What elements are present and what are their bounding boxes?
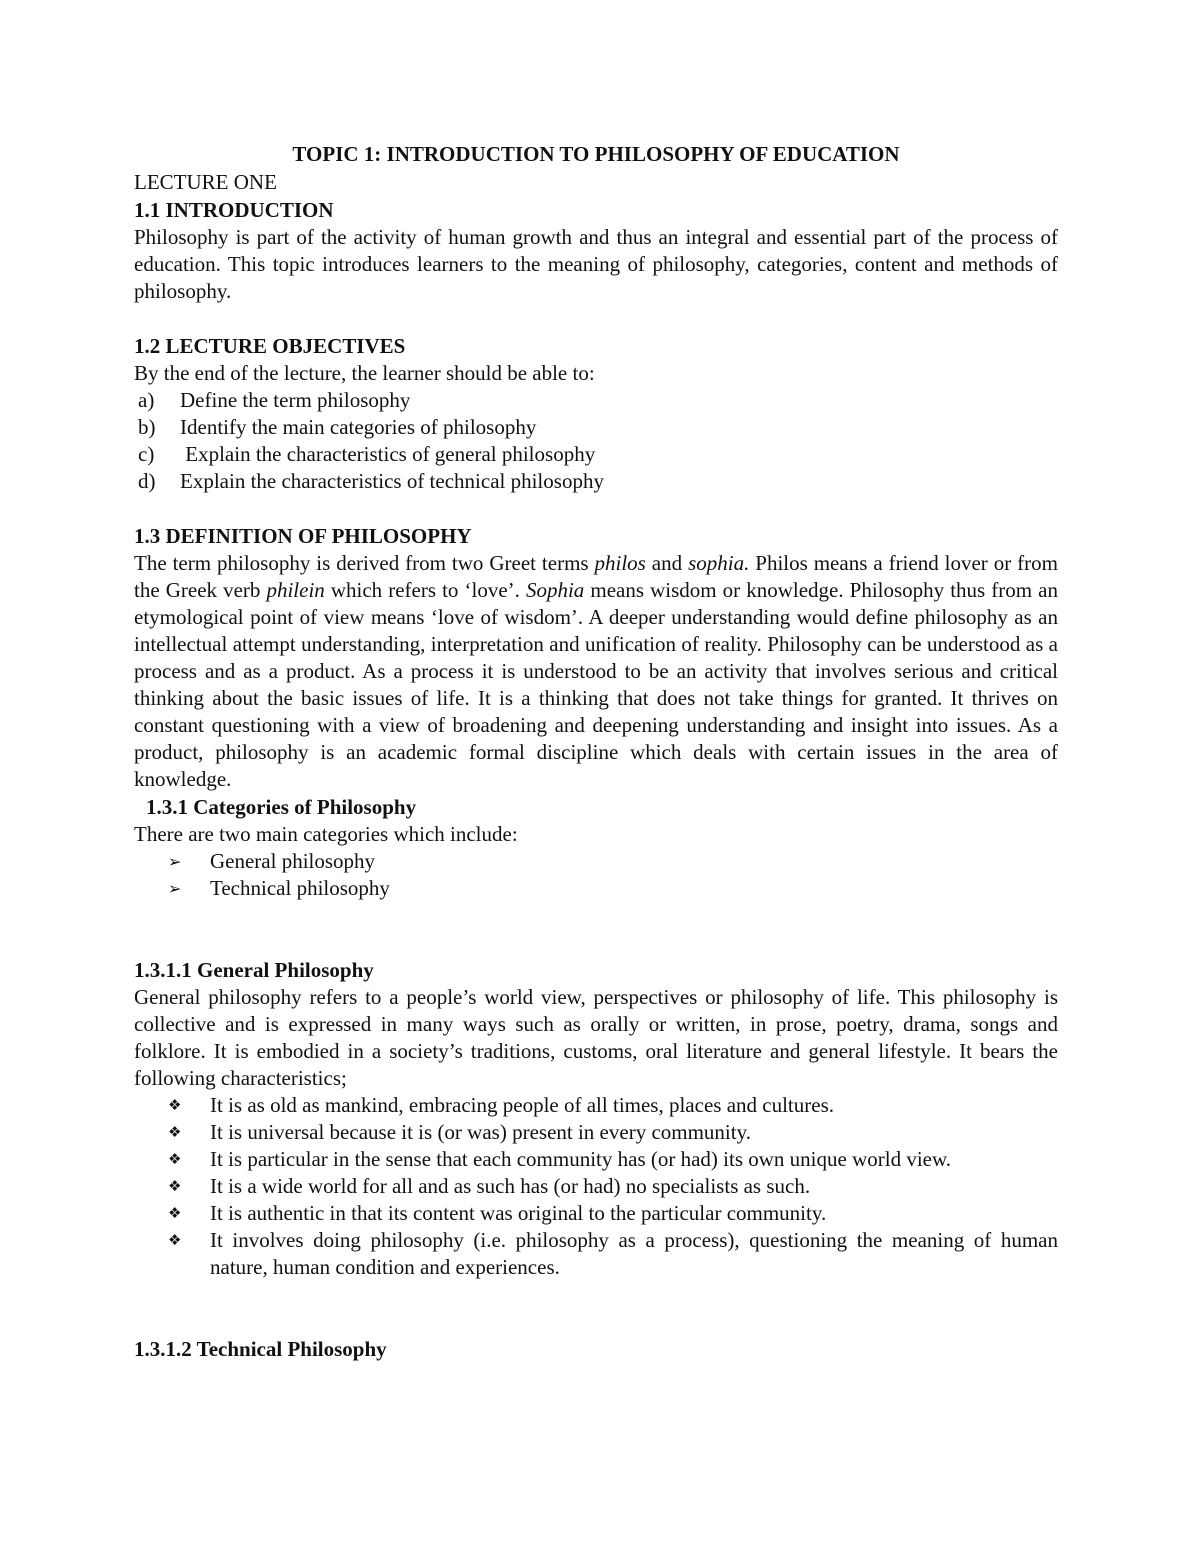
section-heading-technical-philosophy: 1.3.1.2 Technical Philosophy <box>134 1337 387 1361</box>
objective-text: Define the term philosophy <box>180 388 411 412</box>
list-item <box>134 1227 1058 1281</box>
introduction-paragraph: Philosophy is part of the activity of human growth and thus an integral and essential part of the process of education. This topic introduces learners to the meaning of philosophy, categories, content and methods of philosophy. <box>134 225 1058 303</box>
definition-paragraph <box>134 550 1058 793</box>
greek-term: philos <box>594 551 646 575</box>
list-item <box>134 1119 1058 1146</box>
list-item <box>134 1173 1058 1200</box>
list-item <box>134 848 1058 875</box>
list-item <box>134 1200 1058 1227</box>
section-heading-categories: 1.3.1 Categories of Philosophy <box>146 795 417 819</box>
characteristic-text: It is as old as mankind, embracing people of all times, places and cultures. <box>210 1093 834 1117</box>
list-marker: c) <box>138 442 155 466</box>
categories-lead: There are two main categories which include: <box>134 822 518 846</box>
list-item <box>134 1092 1058 1119</box>
objective-text: Identify the main categories of philosophy <box>180 415 537 439</box>
characteristic-text: It involves doing philosophy (i.e. philosophy as a process), questioning the meaning of human nature, human condition and experiences. <box>210 1228 1058 1279</box>
objective-item <box>134 441 1058 468</box>
objectives-list <box>134 387 1058 495</box>
list-marker: d) <box>138 469 156 493</box>
diamond-bullet-icon: ❖ <box>168 1150 182 1168</box>
characteristics-list <box>134 1092 1058 1281</box>
list-marker: b) <box>138 415 156 439</box>
categories-list <box>134 848 1058 902</box>
section-heading-general-philosophy: 1.3.1.1 General Philosophy <box>134 958 374 982</box>
definition-text: The term philosophy is derived from two Greet terms <box>134 551 595 575</box>
diamond-bullet-icon: ❖ <box>168 1096 182 1114</box>
arrow-bullet-icon: ➢ <box>168 852 182 871</box>
list-item <box>134 875 1058 902</box>
characteristic-text: It is a wide world for all and as such has (or had) no specialists as such. <box>210 1174 811 1198</box>
greek-term: sophia. <box>688 551 750 575</box>
definition-text: means wisdom or knowledge. Philosophy thus from an etymological point of view means ‘love of wisdom’. A deeper understanding would define philosophy as an intellectual attempt understanding, interpretation and unification of reality. Philosophy can be understood as a process and as a product. As a process it is understood to be an activity that involves serious and critical thinking about the basic issues of life. It is a thinking that does not take things for granted. It thrives on constant questioning with a view of broadening and deepening understanding and insight into issues. As a product, philosophy is an academic formal discipline which deals with certain issues in the area of knowledge. <box>134 578 1058 791</box>
list-marker: a) <box>138 388 155 412</box>
section-heading-introduction: 1.1 INTRODUCTION <box>134 198 334 222</box>
definition-text: Philos means a friend lover or from the Greek verb <box>134 551 1058 602</box>
diamond-bullet-icon: ❖ <box>168 1231 182 1249</box>
section-heading-definition: 1.3 DEFINITION OF PHILOSOPHY <box>134 524 472 548</box>
category-text: General philosophy <box>210 849 376 873</box>
diamond-bullet-icon: ❖ <box>168 1204 182 1222</box>
characteristic-text: It is universal because it is (or was) present in every community. <box>210 1120 751 1144</box>
diamond-bullet-icon: ❖ <box>168 1123 182 1141</box>
category-text: Technical philosophy <box>210 876 390 900</box>
objective-item <box>134 387 1058 414</box>
document-page <box>134 140 1058 1363</box>
objective-text: Explain the characteristics of technical philosophy <box>180 469 604 493</box>
objectives-lead: By the end of the lecture, the learner should be able to: <box>134 361 595 385</box>
characteristic-text: It is authentic in that its content was original to the particular community. <box>210 1201 827 1225</box>
arrow-bullet-icon: ➢ <box>168 879 182 898</box>
general-philosophy-paragraph: General philosophy refers to a people’s world view, perspectives or philosophy of life. This philosophy is collective and is expressed in many ways such as orally or written, in prose, poetry, drama, songs and folklore. It is embodied in a society’s traditions, customs, oral literature and general lifestyle. It bears the following characteristics; <box>134 985 1058 1090</box>
document-title: TOPIC 1: INTRODUCTION TO PHILOSOPHY OF EDUCATION <box>292 142 900 166</box>
greek-term: Sophia <box>525 578 585 602</box>
diamond-bullet-icon: ❖ <box>168 1177 182 1195</box>
definition-text: which refers to ‘love’. <box>324 578 526 602</box>
objective-item <box>134 414 1058 441</box>
section-heading-objectives: 1.2 LECTURE OBJECTIVES <box>134 334 406 358</box>
lecture-label: LECTURE ONE <box>134 170 277 194</box>
objective-item <box>134 468 1058 495</box>
characteristic-text: It is particular in the sense that each community has (or had) its own unique world view. <box>210 1147 952 1171</box>
definition-text: and <box>645 551 689 575</box>
list-item <box>134 1146 1058 1173</box>
objective-text: Explain the characteristics of general philosophy <box>180 442 596 466</box>
greek-term: philein <box>266 578 325 602</box>
